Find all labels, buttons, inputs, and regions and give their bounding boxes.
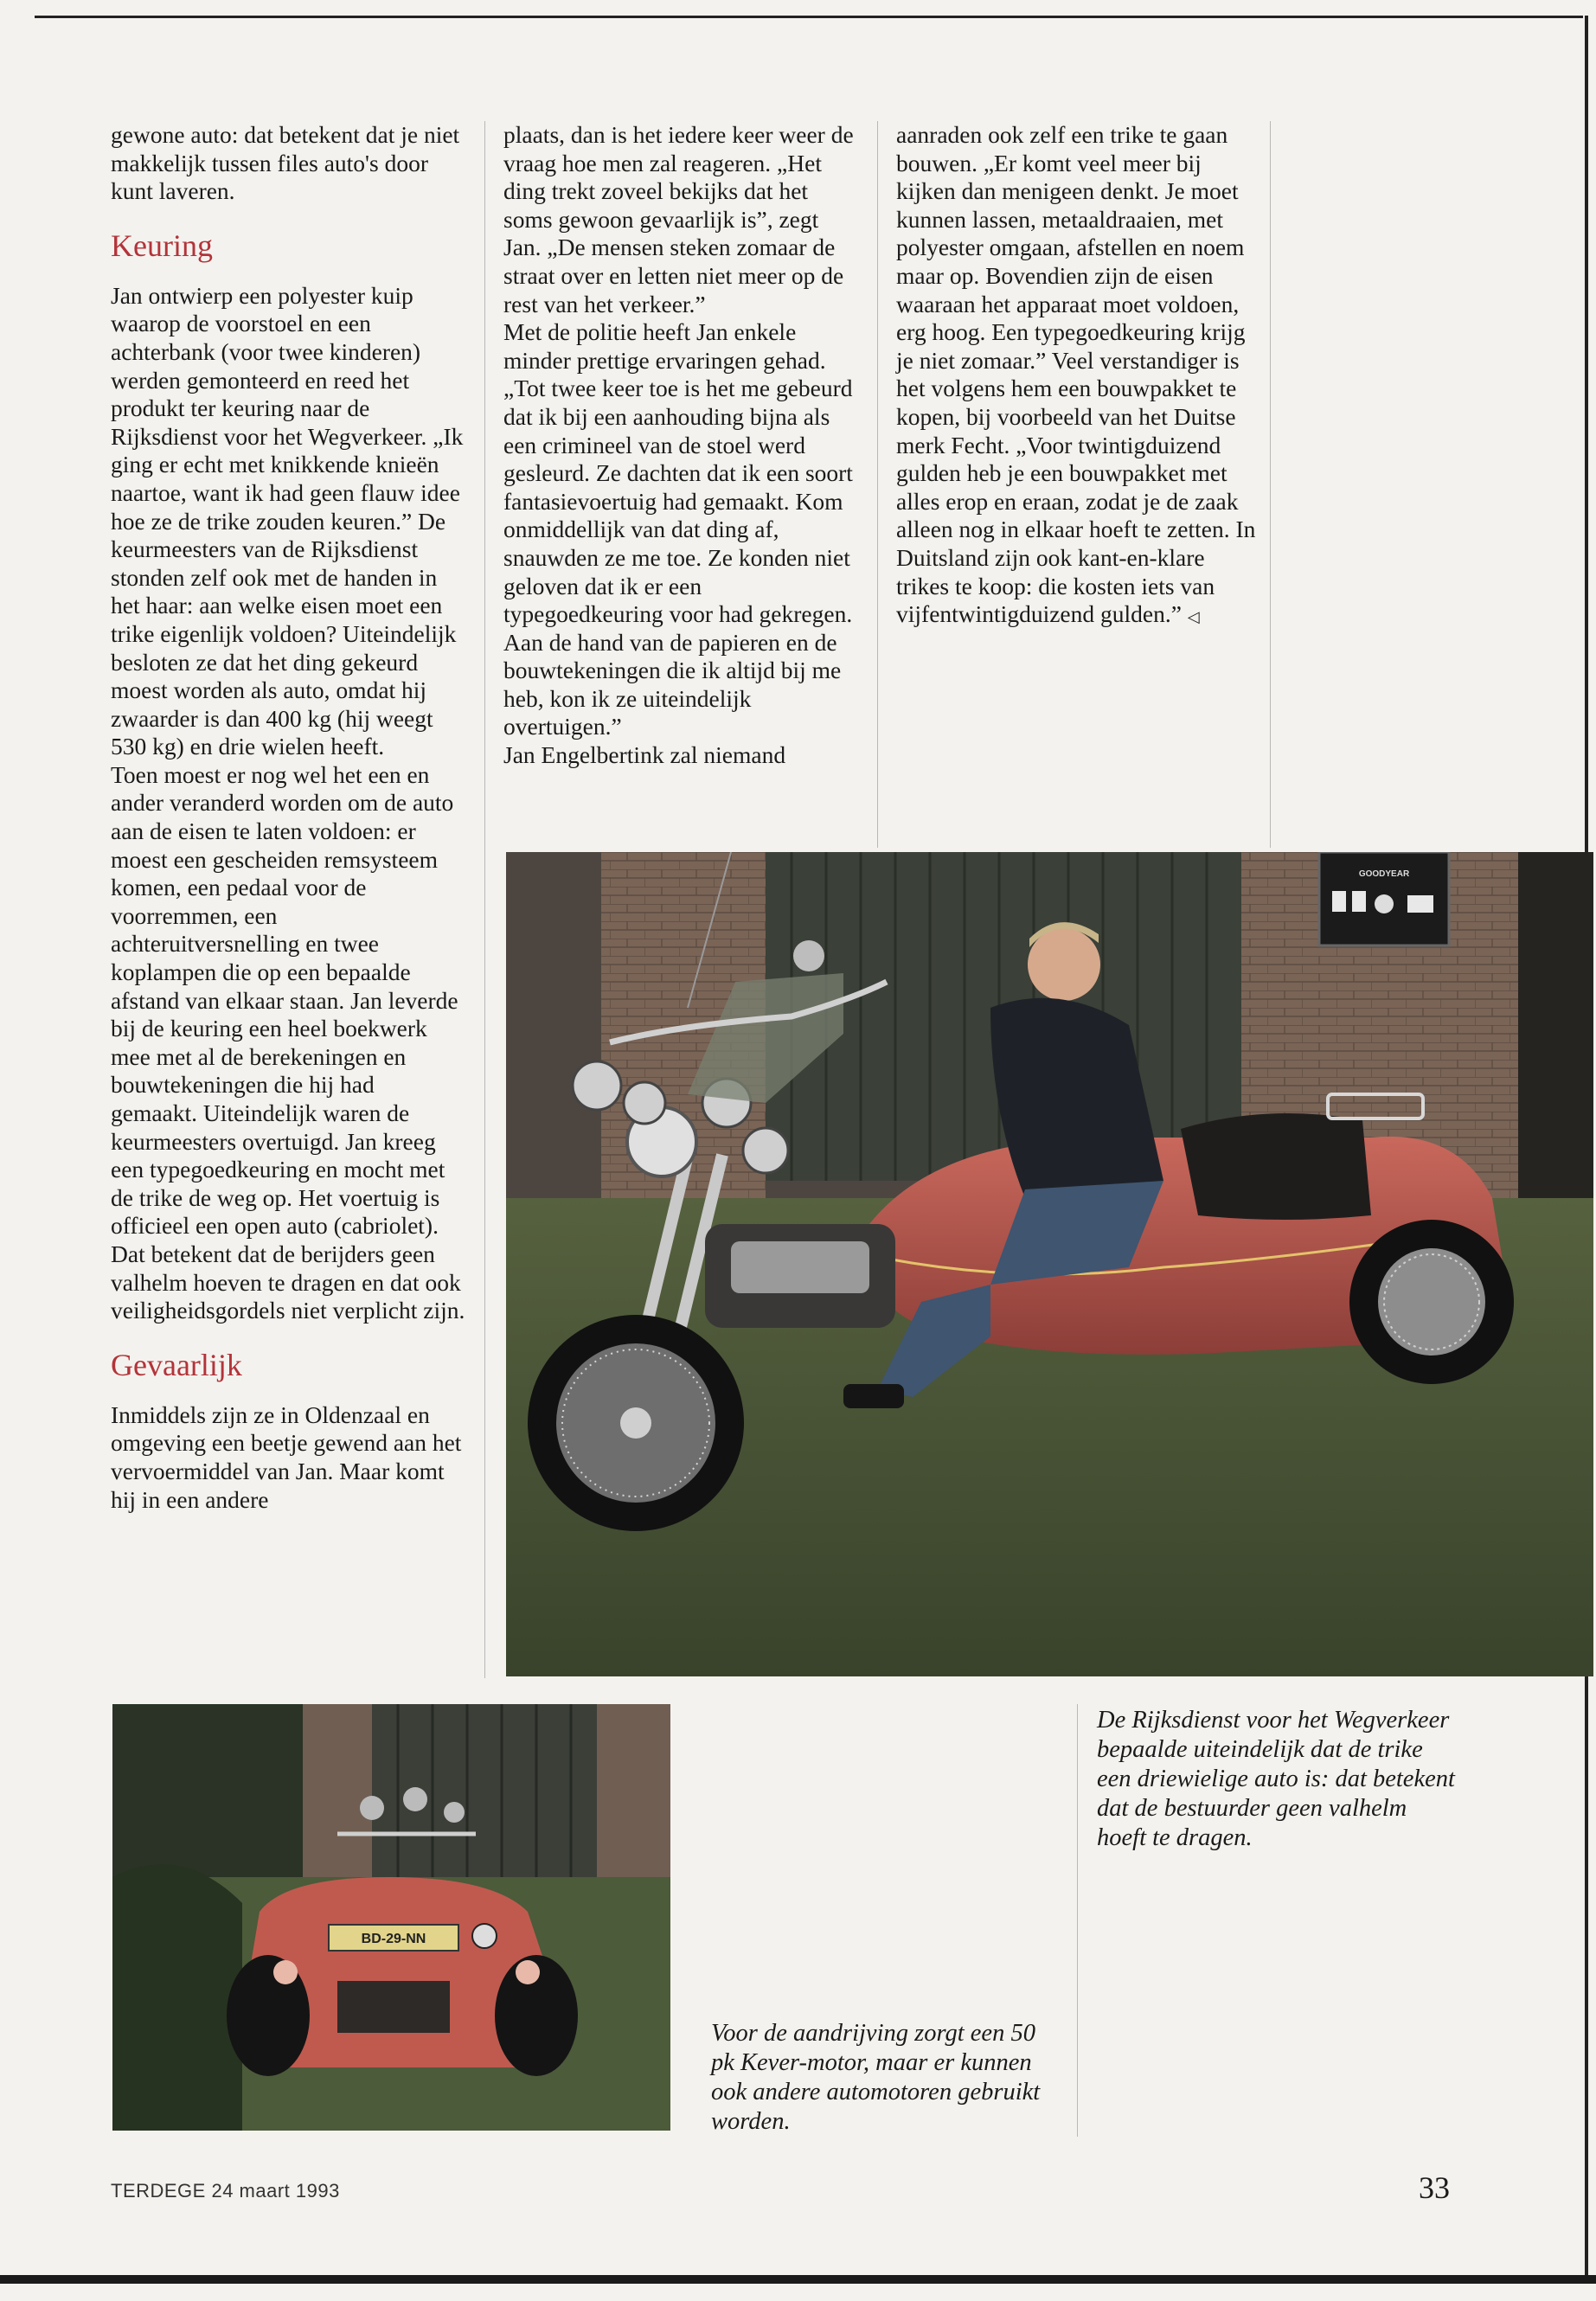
paragraph: Jan ontwierp een polyester kuip waarop de voorstoel en een achterbank (voor twee kinderen) werden gemonteerd en reed het produkt ter keuring naar de Rijksdienst voor het Wegverkeer. „Ik ging er echt met knikkende knieën naartoe, want ik had geen flauw idee hoe ze de trike zouden keuren.” De keurmeesters van de Rijksdienst stonden zelf ook met de handen in het haar: aan welke eisen moet een trike eigenlijk voldoen? Uiteindelijk besloten ze dat het ding gekeurd moest worden als auto, omdat hij zwaarder is dan 400 kg (hij weegt 530 kg) en drie wielen heeft.	[111, 281, 464, 760]
photo-caption-small: Voor de aandrijving zorgt een 50 pk Kever-motor, maar er kunnen ook andere automotoren gebruikt worden.	[711, 2020, 1041, 2135]
paragraph: Inmiddels zijn ze in Oldenzaal en omgeving een beetje gewend aan het vervoermiddel van Jan. Maar komt hij in een andere	[111, 1400, 462, 1513]
top-rule	[35, 16, 1583, 18]
bottom-edge	[0, 2275, 1596, 2284]
trike-illustration	[506, 852, 1593, 1676]
column-1	[111, 121, 465, 1514]
caption-rule	[1077, 1704, 1078, 2137]
paragraph-text: aanraden ook zelf een trike te gaan bouwen. „Er komt veel meer bij kijken dan menigeen denkt. Je moet kunnen lassen, metaaldraaien, met polyester omgaan, afstellen en noem maar op. Bovendien zijn de eisen waaraan het apparaat moet voldoen, erg hoog. Een typegoedkeuring krijg je niet zomaar.” Veel verstandiger is het volgens hem een bouwpakket te kopen, bij voorbeeld van het Duitse merk Fecht. „Voor twintigduizend gulden heb je een bouwpakket met alles erop en eraan, zodat je de zaak alleen nog in elkaar hoeft te zetten. In Duitsland zijn ook kant-en-klare trikes te koop: die kosten iets van vijfentwintigduizend gulden.”	[896, 121, 1256, 628]
section-heading-keuring: Keuring	[111, 228, 213, 263]
rear-view-photo-trike	[112, 1704, 670, 2131]
photo-caption-main: De Rijksdienst voor het Wegverkeer bepaalde uiteindelijk dat de trike een driewielige auto is: dat betekent dat de bestuurder geen valhelm hoeft te dragen.	[1097, 1707, 1455, 1851]
paragraph: plaats, dan is het iedere keer weer de vraag hoe men zal reageren. „Het ding trekt zoveel bekijks dat het soms gewoon gevaarlijk is”, zegt Jan. „De mensen steken zomaar de straat over en letten niet meer op de rest van het verkeer.”	[503, 121, 854, 317]
trike-rear-illustration	[112, 1704, 670, 2131]
column-rule	[877, 121, 878, 848]
column-3	[896, 121, 1259, 631]
publication-footer: TERDEGE 24 maart 1993	[111, 2180, 340, 2202]
column-2	[503, 121, 858, 770]
column-rule	[484, 121, 485, 1678]
main-photo-man-on-trike	[506, 852, 1593, 1676]
paragraph: Toen moest er nog wel het een en ander veranderd worden om de auto aan de eisen te laten voldoen: er moest een gescheiden remsysteem komen, een pedaal voor de voorremmen, een achteruitversnelling en twee koplampen die op een bepaalde afstand van elkaar staan. Jan leverde bij de keuring een heel boekwerk mee met al de berekeningen en bouwtekeningen die hij had gemaakt. Uiteindelijk waren de keurmeesters overtuigd. Jan kreeg een typegoedkeuring en mocht met de trike de weg op. Het voertuig is officieel een open auto (cabriolet). Dat betekent dat de berijders geen valhelm hoeven te dragen en dat ook veiligheidsgordels niet verplicht zijn.	[111, 760, 465, 1324]
paragraph: Jan Engelbertink zal niemand	[503, 741, 786, 769]
end-mark: ◁	[1187, 608, 1200, 626]
paragraph: gewone auto: dat betekent dat je niet makkelijk tussen files auto's door kunt laveren.	[111, 121, 460, 205]
column-rule	[1270, 121, 1271, 848]
paragraph: Met de politie heeft Jan enkele minder prettige ervaringen gehad. „Tot twee keer toe is het me gebeurd dat ik bij een aanhouding bijna als een crimineel van de stoel werd gesleurd. Ze dachten dat ik een soort fantasievoertuig had gemaakt. Kom onmiddellijk van dat ding af, snauwden ze me toe. Ze konden niet geloven dat ik er een typegoedkeuring voor had gekregen. Aan de hand van de papieren en de bouwtekeningen die ik altijd bij me heb, kon ik ze uiteindelijk overtuigen.”	[503, 318, 853, 740]
section-heading-gevaarlijk: Gevaarlijk	[111, 1347, 242, 1382]
sign-text: GOODYEAR	[1358, 869, 1410, 879]
license-plate-text: BD-29-NN	[361, 1932, 426, 1946]
page-number: 33	[1419, 2170, 1450, 2205]
paragraph	[896, 121, 1259, 631]
